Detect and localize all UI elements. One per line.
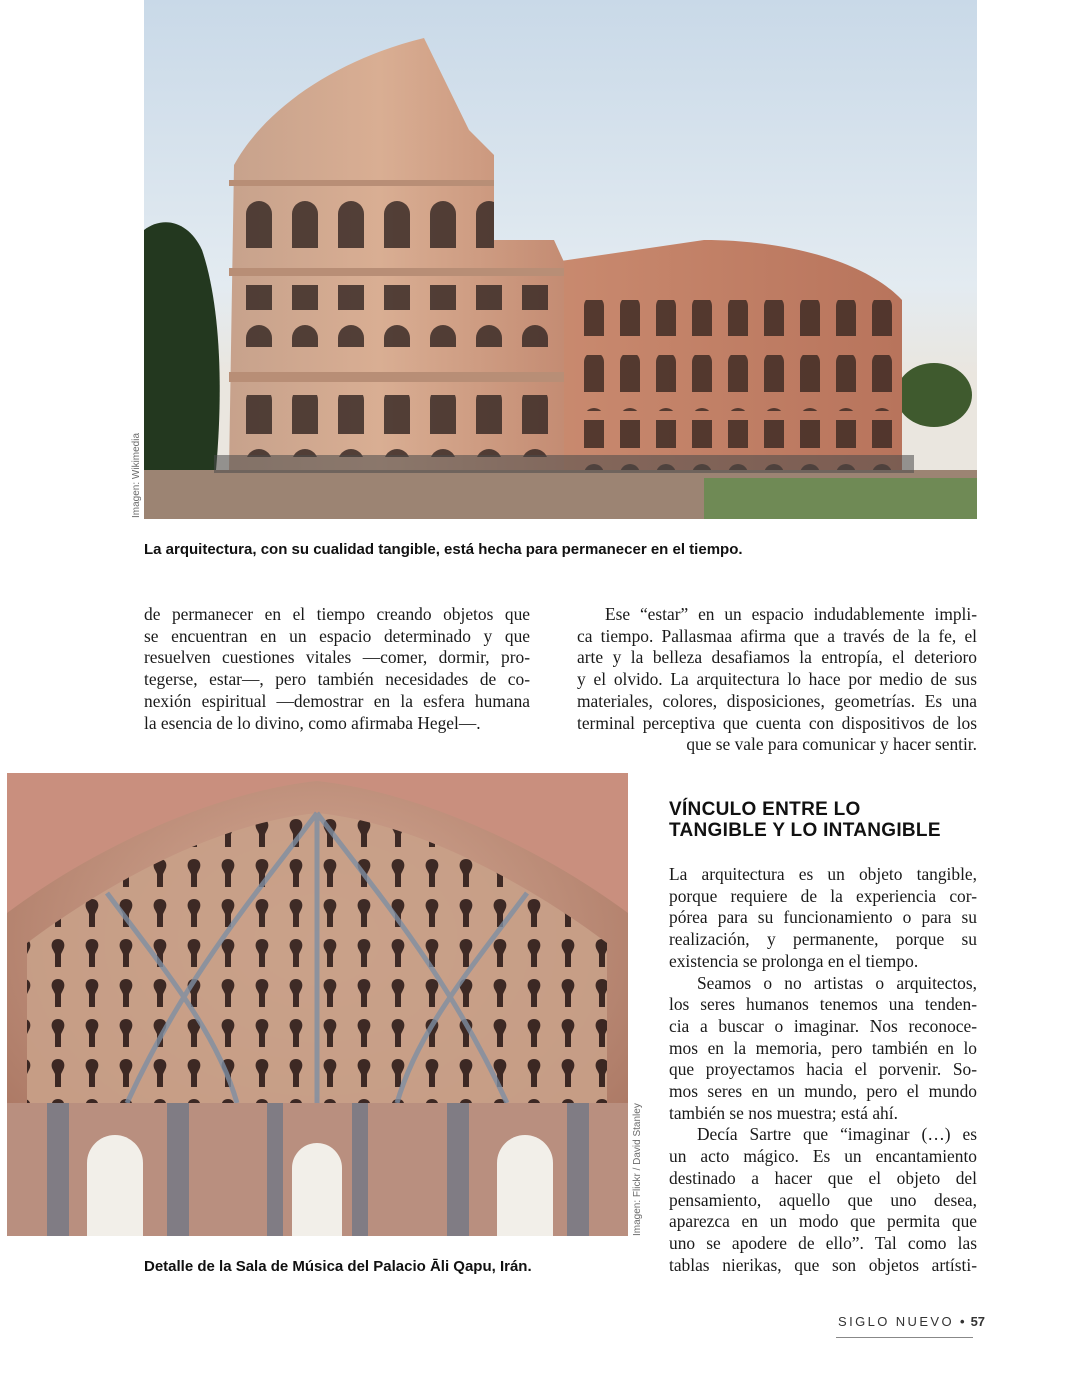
text-line: uno se apodere de ello”. Tal como las (669, 1232, 977, 1253)
photo-credit-top: Imagen: Wikimedia (131, 432, 142, 518)
text-line: destinado a hacer que el objeto del (669, 1167, 977, 1188)
colosseum-photo (144, 0, 977, 519)
text-line: pensamiento, aquello que uno desea, (669, 1189, 977, 1210)
text-line: la esencia de lo divino, como afirmaba Hegel—. (144, 712, 481, 733)
text-line: porque requiere de la experiencia cor- (669, 885, 977, 906)
text-line: arte y la belleza desafiamos la entropía, el deterioro (577, 647, 977, 668)
photo-caption-top: La arquitectura, con su cualidad tangible, está hecha para permanecer en el tiempo. (144, 541, 743, 558)
footer-rule (836, 1337, 973, 1338)
music-room-illustration (7, 773, 628, 1236)
text-line: que se vale para comunicar y hacer sentir. (686, 734, 977, 755)
text-line: los seres humanos tenemos una tenden- (669, 994, 977, 1015)
text-column-right-bottom (669, 864, 977, 1276)
text-line: ca tiempo. Pallasmaa afirma que a través de la fe, el (577, 625, 977, 646)
text-line: un acto mágico. Es un encantamiento (669, 1146, 977, 1167)
text-line: terminal perceptiva que cuenta con dispositivos de los (577, 712, 977, 733)
text-line: tablas nierikas, que son objetos artísti- (669, 1254, 977, 1275)
page-number: 57 (970, 1314, 986, 1329)
text-line: se encuentran en un espacio determinado y que (144, 625, 530, 646)
text-line: nexión espiritual —demostrar en la esfera humana (144, 690, 530, 711)
text-line: Decía Sartre que “imaginar (…) es (697, 1124, 977, 1145)
text-line: aparezca en un modo que permita que (669, 1211, 977, 1232)
text-line: también se nos muestra; está ahí. (669, 1102, 898, 1123)
publication-name: SIGLO NUEVO (838, 1314, 954, 1329)
text-column-right-top (577, 604, 977, 756)
text-line: cia a buscar o imaginar. Nos reconoce- (669, 1015, 977, 1036)
text-line: existencia se prolonga en el tiempo. (669, 950, 919, 971)
text-line: materiales, colores, disposiciones, geometrías. Es una (577, 690, 977, 711)
section-heading (669, 799, 941, 841)
page-footer (838, 1314, 985, 1329)
photo-credit-bottom: Imagen: Flickr / David Stanley (632, 1103, 643, 1236)
text-line: resuelven cuestiones vitales —comer, dormir, pro- (144, 647, 530, 668)
text-line: realización, y permanente, porque su (669, 929, 977, 950)
colosseum-illustration (144, 0, 977, 519)
text-line: y el olvido. La arquitectura lo hace por medio de sus (577, 669, 977, 690)
text-line: de permanecer en el tiempo creando objetos que (144, 604, 530, 624)
section-heading-line: TANGIBLE Y LO INTANGIBLE (669, 820, 941, 841)
text-line: Ese “estar” en un espacio indudablemente impli- (605, 604, 977, 624)
text-column-left (144, 604, 530, 734)
footer-separator: • (960, 1314, 965, 1329)
ali-qapu-photo (7, 773, 628, 1236)
photo-caption-bottom: Detalle de la Sala de Música del Palacio Ᾱli Qapu, Irán. (144, 1258, 532, 1275)
text-line: pórea para su funcionamiento o para su (669, 907, 977, 928)
text-line: La arquitectura es un objeto tangible, (669, 864, 977, 884)
text-line: Seamos o no artistas o arquitectos, (697, 972, 977, 993)
text-line: que proyectamos hacia el porvenir. So- (669, 1059, 977, 1080)
text-line: mos en la memoria, pero también en lo (669, 1037, 977, 1058)
section-heading-line: VÍNCULO ENTRE LO (669, 799, 861, 820)
text-line: mos seres en un mundo, pero el mundo (669, 1081, 977, 1102)
text-line: tegerse, estar—, pero también necesidades de co- (144, 669, 530, 690)
